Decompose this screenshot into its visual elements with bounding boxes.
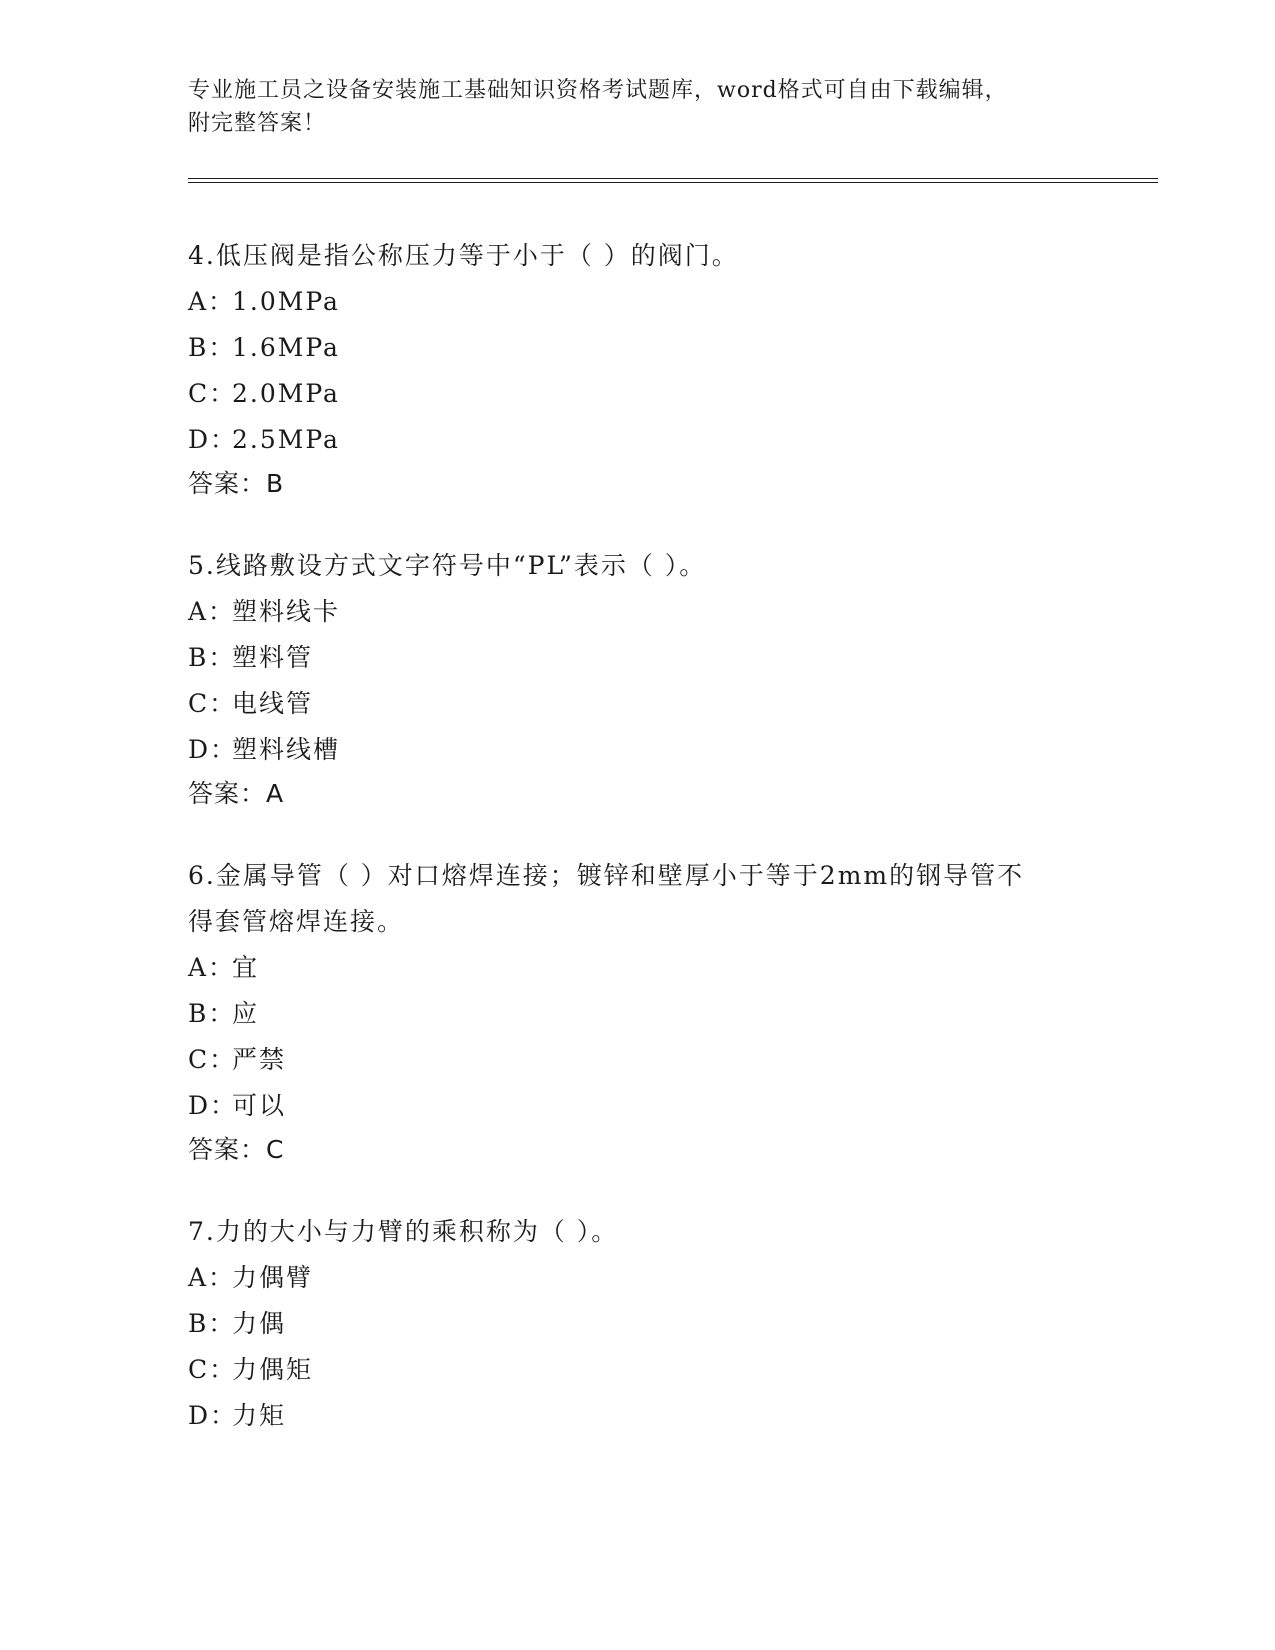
header-line-2: 附完整答案！ (188, 111, 327, 136)
option-item (188, 279, 1088, 325)
option-letter: C： (188, 1355, 237, 1384)
option-item (188, 325, 1088, 371)
option-item (188, 681, 1088, 727)
option-letter: B： (188, 1309, 236, 1338)
option-letter: A： (188, 597, 236, 626)
option-item (188, 1037, 1088, 1083)
option-item (188, 1255, 1088, 1301)
option-text: 1.0MPa (232, 287, 340, 316)
option-item (188, 991, 1088, 1037)
option-letter: D： (188, 1091, 238, 1120)
option-letter: B： (188, 643, 236, 672)
option-text: 可以 (232, 1091, 287, 1120)
option-list (188, 279, 1088, 463)
question-list (188, 233, 1088, 1477)
question-stem: 7.力的大小与力臂的乘积称为（ ）。 (188, 1217, 619, 1246)
option-item (188, 417, 1088, 463)
option-letter: C： (188, 1045, 237, 1074)
option-letter: C： (188, 379, 237, 408)
option-text: 2.5MPa (232, 425, 340, 454)
option-item (188, 635, 1088, 681)
answer-line: 答案：A (188, 779, 285, 808)
question-block (188, 1209, 1088, 1439)
option-text: 塑料线槽 (232, 735, 341, 764)
option-item (188, 371, 1088, 417)
answer-line: 答案：C (188, 1135, 285, 1164)
option-text: 塑料管 (232, 643, 314, 672)
question-block (188, 233, 1088, 505)
option-item (188, 1393, 1088, 1439)
option-item (188, 945, 1088, 991)
option-letter: A： (188, 287, 236, 316)
option-letter: D： (188, 735, 238, 764)
question-stem: 得套管熔焊连接。 (188, 907, 405, 936)
option-text: 力偶 (232, 1309, 287, 1338)
option-text: 塑料线卡 (232, 597, 341, 626)
option-item (188, 1347, 1088, 1393)
option-letter: D： (188, 425, 238, 454)
option-letter: A： (188, 953, 236, 982)
option-text: 严禁 (232, 1045, 287, 1074)
question-stem: 6.金属导管（ ）对口熔焊连接；镀锌和壁厚小于等于2mm的钢导管不 (188, 861, 1025, 890)
option-item (188, 589, 1088, 635)
option-list (188, 1255, 1088, 1439)
option-item (188, 727, 1088, 773)
option-text: 电线管 (232, 689, 314, 718)
option-text: 力矩 (232, 1401, 287, 1430)
header-line-1: 专业施工员之设备安装施工基础知识资格考试题库，word格式可自由下载编辑， (188, 78, 1008, 103)
option-list (188, 945, 1088, 1129)
question-block (188, 853, 1088, 1171)
option-text: 力偶臂 (232, 1263, 314, 1292)
answer-line: 答案：B (188, 469, 285, 498)
option-letter: B： (188, 333, 236, 362)
question-block (188, 543, 1088, 815)
option-letter: C： (188, 689, 237, 718)
option-letter: B： (188, 999, 236, 1028)
option-item (188, 1301, 1088, 1347)
option-list (188, 589, 1088, 773)
option-item (188, 1083, 1088, 1129)
question-stem: 4.低压阀是指公称压力等于小于（ ）的阀门。 (188, 241, 739, 270)
option-text: 宜 (232, 953, 260, 982)
header-divider-bottom (188, 182, 1158, 183)
question-stem: 5.线路敷设方式文字符号中“PL”表示（ ）。 (188, 551, 707, 580)
option-letter: A： (188, 1263, 236, 1292)
option-text: 力偶矩 (232, 1355, 314, 1384)
option-text: 1.6MPa (232, 333, 340, 362)
option-text: 2.0MPa (232, 379, 340, 408)
option-letter: D： (188, 1401, 238, 1430)
document-header (188, 74, 1088, 140)
header-divider-top (188, 178, 1158, 179)
option-text: 应 (232, 999, 260, 1028)
